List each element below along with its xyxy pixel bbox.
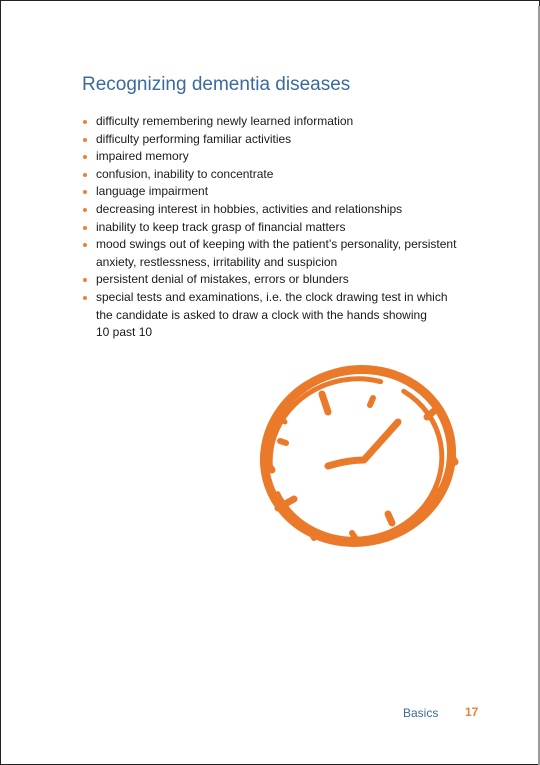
list-item bbox=[82, 236, 482, 271]
list-item-text: the candidate is asked to draw a clock with the hands showing bbox=[96, 307, 427, 322]
symptom-list bbox=[82, 113, 482, 342]
list-item bbox=[82, 131, 482, 149]
list-item-text: impaired memory bbox=[96, 149, 189, 164]
bullet-icon bbox=[83, 226, 87, 230]
list-item-text: anxiety, restlessness, irritability and suspicion bbox=[96, 254, 338, 269]
list-item-text: 10 past 10 bbox=[96, 325, 153, 340]
bullet-icon bbox=[83, 296, 87, 300]
list-item bbox=[82, 113, 482, 131]
list-item-text: difficulty performing familiar activities bbox=[96, 131, 292, 146]
bullet-icon bbox=[83, 278, 87, 282]
list-item-text: persistent denial of mistakes, errors or blunders bbox=[96, 272, 349, 287]
bullet-icon bbox=[83, 243, 87, 247]
list-item-text: special tests and examinations, i.e. the clock drawing test in which bbox=[96, 289, 448, 304]
list-item-text: language impairment bbox=[96, 184, 209, 199]
list-item bbox=[82, 166, 482, 184]
list-item bbox=[82, 271, 482, 289]
list-item-text: inability to keep track grasp of financial matters bbox=[96, 219, 346, 234]
hand-drawn-clock-icon bbox=[248, 356, 476, 582]
list-item-text: mood swings out of keeping with the patient’s personality, persistent bbox=[96, 237, 457, 252]
bullet-icon bbox=[83, 173, 87, 177]
list-item-text: decreasing interest in hobbies, activities and relationships bbox=[96, 201, 403, 216]
footer-section-label: Basics bbox=[403, 706, 439, 720]
bullet-icon bbox=[83, 190, 87, 194]
bullet-icon bbox=[83, 138, 87, 142]
list-item bbox=[82, 148, 482, 166]
clock-drawing-figure bbox=[248, 356, 476, 582]
page-number: 17 bbox=[465, 705, 479, 719]
list-item-text: difficulty remembering newly learned information bbox=[96, 114, 354, 128]
list-item bbox=[82, 201, 482, 219]
list-item bbox=[82, 183, 482, 201]
bullet-icon bbox=[83, 155, 87, 159]
list-item bbox=[82, 289, 482, 342]
list-item bbox=[82, 219, 482, 237]
bullet-icon bbox=[83, 208, 87, 212]
page-title: Recognizing dementia diseases bbox=[82, 74, 351, 95]
list-item-text: confusion, inability to concentrate bbox=[96, 166, 274, 181]
bullet-icon bbox=[83, 120, 87, 124]
